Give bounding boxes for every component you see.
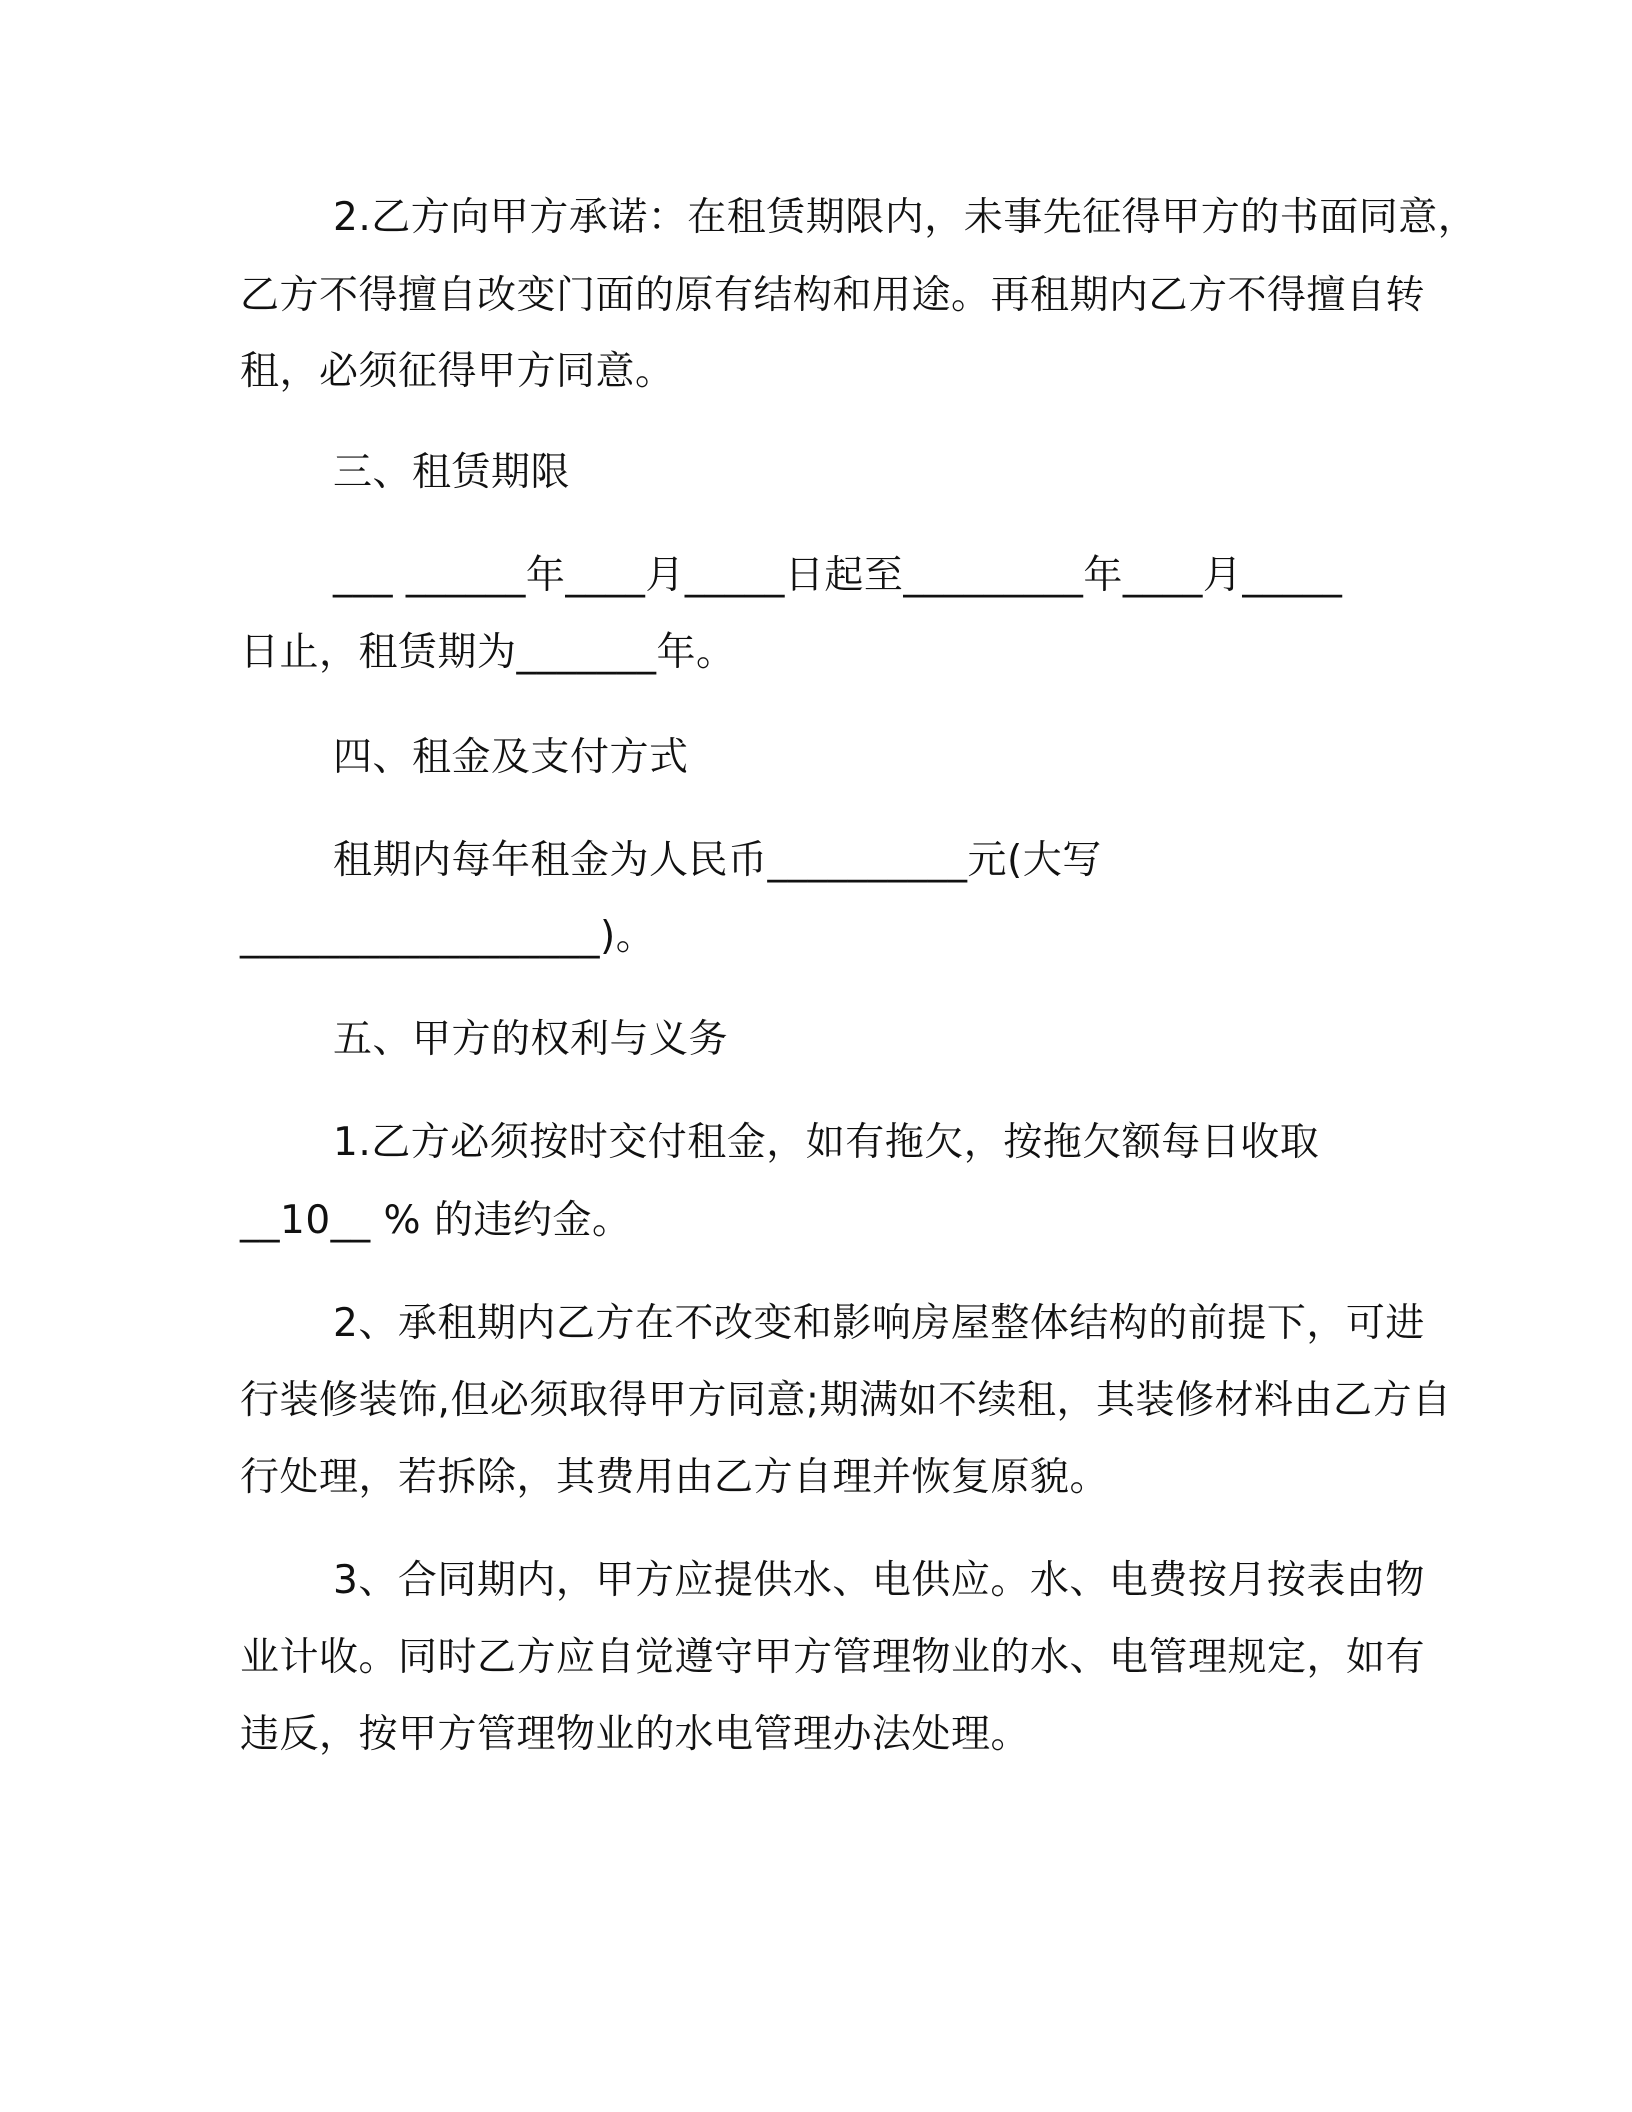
section-5-heading: 五、甲方的权利与义务 (333, 1017, 729, 1062)
clause-2-line-2: 乙方不得擅自改变门面的原有结构和用途。再租期内乙方不得擅自转 (240, 273, 1426, 318)
clause-5-3-line-1: 3、合同期内，甲方应提供水、电供应。水、电费按月按表由物 (333, 1558, 1425, 1603)
rent-line-2: __________________)。 (240, 914, 656, 959)
lease-term-line-1: ___ ______年____月_____日起至_________年____月_____ (333, 553, 1343, 598)
clause-5-2-line-1: 2、承租期内乙方在不改变和影响房屋整体结构的前提下，可进 (333, 1301, 1425, 1346)
clause-5-1-line-1: 1.乙方必须按时交付租金，如有拖欠，按拖欠额每日收取 (333, 1120, 1320, 1165)
section-3-heading: 三、租赁期限 (333, 450, 571, 495)
lease-term-line-2: 日止，租赁期为_______年。 (240, 630, 736, 675)
rent-line-1: 租期内每年租金为人民币__________元(大写 (333, 838, 1102, 883)
clause-2-line-1: 2.乙方向甲方承诺：在租赁期限内，未事先征得甲方的书面同意， (333, 195, 1478, 240)
section-4-heading: 四、租金及支付方式 (333, 735, 689, 780)
clause-5-3-line-3: 违反，按甲方管理物业的水电管理办法处理。 (240, 1712, 1031, 1757)
clause-5-3-line-2: 业计收。同时乙方应自觉遵守甲方管理物业的水、电管理规定，如有 (240, 1635, 1426, 1680)
clause-5-2-line-3: 行处理，若拆除，其费用由乙方自理并恢复原貌。 (240, 1455, 1110, 1500)
clause-5-2-line-2: 行装修装饰,但必须取得甲方同意;期满如不续租，其装修材料由乙方自 (240, 1378, 1452, 1423)
clause-5-1-line-2: __10__ % 的违约金。 (240, 1198, 632, 1243)
clause-2-line-3: 租，必须征得甲方同意。 (240, 349, 675, 394)
